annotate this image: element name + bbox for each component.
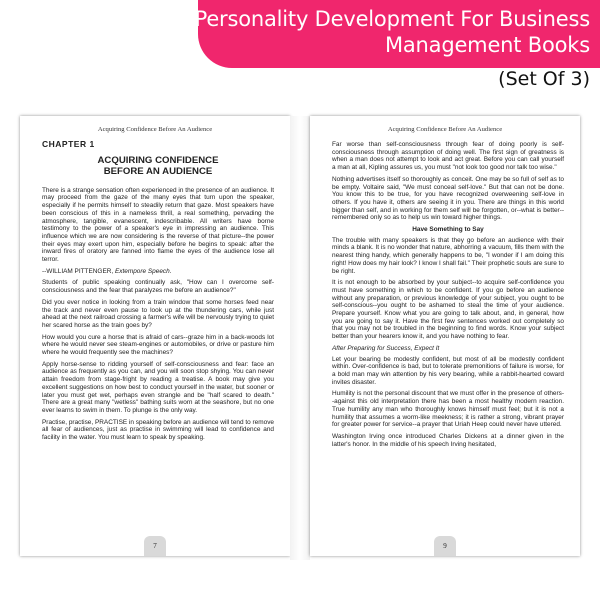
- byline-author: --WILLIAM PITTENGER,: [42, 267, 115, 275]
- page-body: [332, 141, 564, 452]
- paragraph: Students of public speaking continually ask, "How can I overcome self-consciousness and the fear that paralyzes me before an audience?": [42, 279, 274, 295]
- banner-title-line-1: Personality Development For Business: [194, 7, 590, 31]
- page-body: [42, 141, 274, 446]
- section-heading: After Preparing for Success, Expect It: [332, 344, 440, 352]
- byline-work: Extempore Speech.: [114, 267, 172, 275]
- right-page: [310, 116, 580, 556]
- section-heading: Have Something to Say: [412, 226, 484, 234]
- paragraph: Far worse than self-consciousness through fear of doing poorly is self-consciousness through assumption of doing well. The first sign of greatness is when a man does not attempt to look and act great. Before you can call yourself a man at all, Kipling assures us, you must "not look too good nor talk too wise.": [332, 141, 564, 172]
- paragraph: Apply horse-sense to ridding yourself of self-consciousness and fear: face an audience as frequently as you can, and you will soon stop shying. You can never attain freedom from stage-fright by reading a treatise. A book may give you excellent suggestions on how best to conduct yourself in the water, but sooner or later you must get wet, perhaps even strangle and be "half scared to death." There are a great many "wetless" bathing suits worn at the seashore, but no one ever learns to swim in them. To plunge is the only way.: [42, 360, 274, 414]
- paragraph: The trouble with many speakers is that they go before an audience with their minds a blank. It is no wonder that nature, abhorring a vacuum, fills them with the nearest thing handy, which generally happens to be, "I wonder if I am doing this right! How does my hair look? I know I shall fail." Their prophetic souls are sure to be right.: [332, 236, 564, 275]
- title-banner: [194, 0, 600, 68]
- paragraph: How would you cure a horse that is afraid of cars--graze him in a back-woods lot where he would never see steam-engines or automobiles, or drive or pasture him where he would frequently see the machines?: [42, 333, 274, 357]
- running-head: Acquiring Confidence Before An Audience: [387, 126, 503, 133]
- paragraph: Practise, practise, PRACTISE in speaking before an audience will tend to remove all fear of audiences, just as practise in swimming will lead to confidence and facility in the water. You must learn to speak by speaking.: [42, 418, 274, 442]
- paragraph: Let your bearing be modestly confident, but most of all be modestly confident within. Over-confidence is bad, but to tolerate premonitions of failure is worse, for a bold man may win attention by his very bearing, while a rabbit-hearted coward invites disaster.: [332, 355, 564, 386]
- chapter-label: CHAPTER 1: [42, 139, 95, 149]
- chapter-title-line-2: BEFORE AN AUDIENCE: [103, 165, 213, 177]
- left-page: [20, 116, 290, 556]
- running-head: Acquiring Confidence Before An Audience: [97, 126, 213, 133]
- book-gutter: [290, 116, 310, 560]
- paragraph: Washington Irving once introduced Charles Dickens at a dinner given in the latter's honor. In the middle of his speech Irving hesitated,: [332, 432, 564, 448]
- paragraph: Nothing advertises itself so thoroughly as conceit. One may be so full of self as to be empty. Voltaire said, "We must conceal self-love." But that can not be done. You know this to be true, for you have recognized overweening self-love in others. If you have it, others are seeing it in you. There are things in this world bigger than self, and in working for them self will be forgotten, or--what is better--remembered only so as to help us win toward higher things.: [332, 175, 564, 222]
- book-spread: [20, 116, 582, 560]
- set-label: (Set Of 3): [498, 68, 590, 90]
- paragraph: It is not enough to be absorbed by your subject--to acquire self-confidence you must have something in which to be confident. If you go before an audience without any preparation, or previous knowledge of your subject, you ought to be self-conscious--you ought to be ashamed to steal the time of your audience. Prepare yourself. Know what you are going to talk about, and, in general, how you are going to say it. Have the first few sentences worked out completely so that you may not be troubled in the beginning to find words. Know your subject better than your hearers know it, and you have nothing to fear.: [332, 279, 564, 341]
- banner-title-line-2: Management Books: [384, 33, 590, 57]
- page-number: 9: [434, 536, 456, 556]
- paragraph: There is a strange sensation often experienced in the presence of an audience. It may proceed from the gaze of the many eyes that turn upon the speaker, especially if he permits himself to steadily return that gaze. Most speakers have been conscious of this in a nameless thrill, a real something, pervading the atmosphere, tangible, evanescent, indescribable. All writers have borne testimony to the power of a speaker's eye in impressing an audience. This influence which we are now considering is the reverse of that picture--the power their eyes may exert upon him, especially before he begins to speak: after the inward fires of oratory are fanned into flame the eyes of the audience lose all terror.: [42, 186, 274, 264]
- chapter-title: [42, 155, 274, 177]
- paragraph: Did you ever notice in looking from a train window that some horses feed near the track and never even pause to look up at the thundering cars, while just ahead at the next railroad crossing a farmer's wife will be nervously trying to quiet her scared horse as the train goes by?: [42, 298, 274, 329]
- chapter-title-line-1: ACQUIRING CONFIDENCE: [97, 154, 219, 166]
- page-number: 7: [144, 536, 166, 556]
- paragraph: Humility is not the personal discount that we must offer in the presence of others--against this old interpretation there has been a most healthy modern reaction. True humility any man who thoroughly knows himself must feel; but it is not a humility that assumes a worm-like meekness; it is rather a strong, vibrant prayer for greater power for service--a prayer that Uriah Heep could never have uttered.: [332, 390, 564, 429]
- byline: [42, 268, 274, 276]
